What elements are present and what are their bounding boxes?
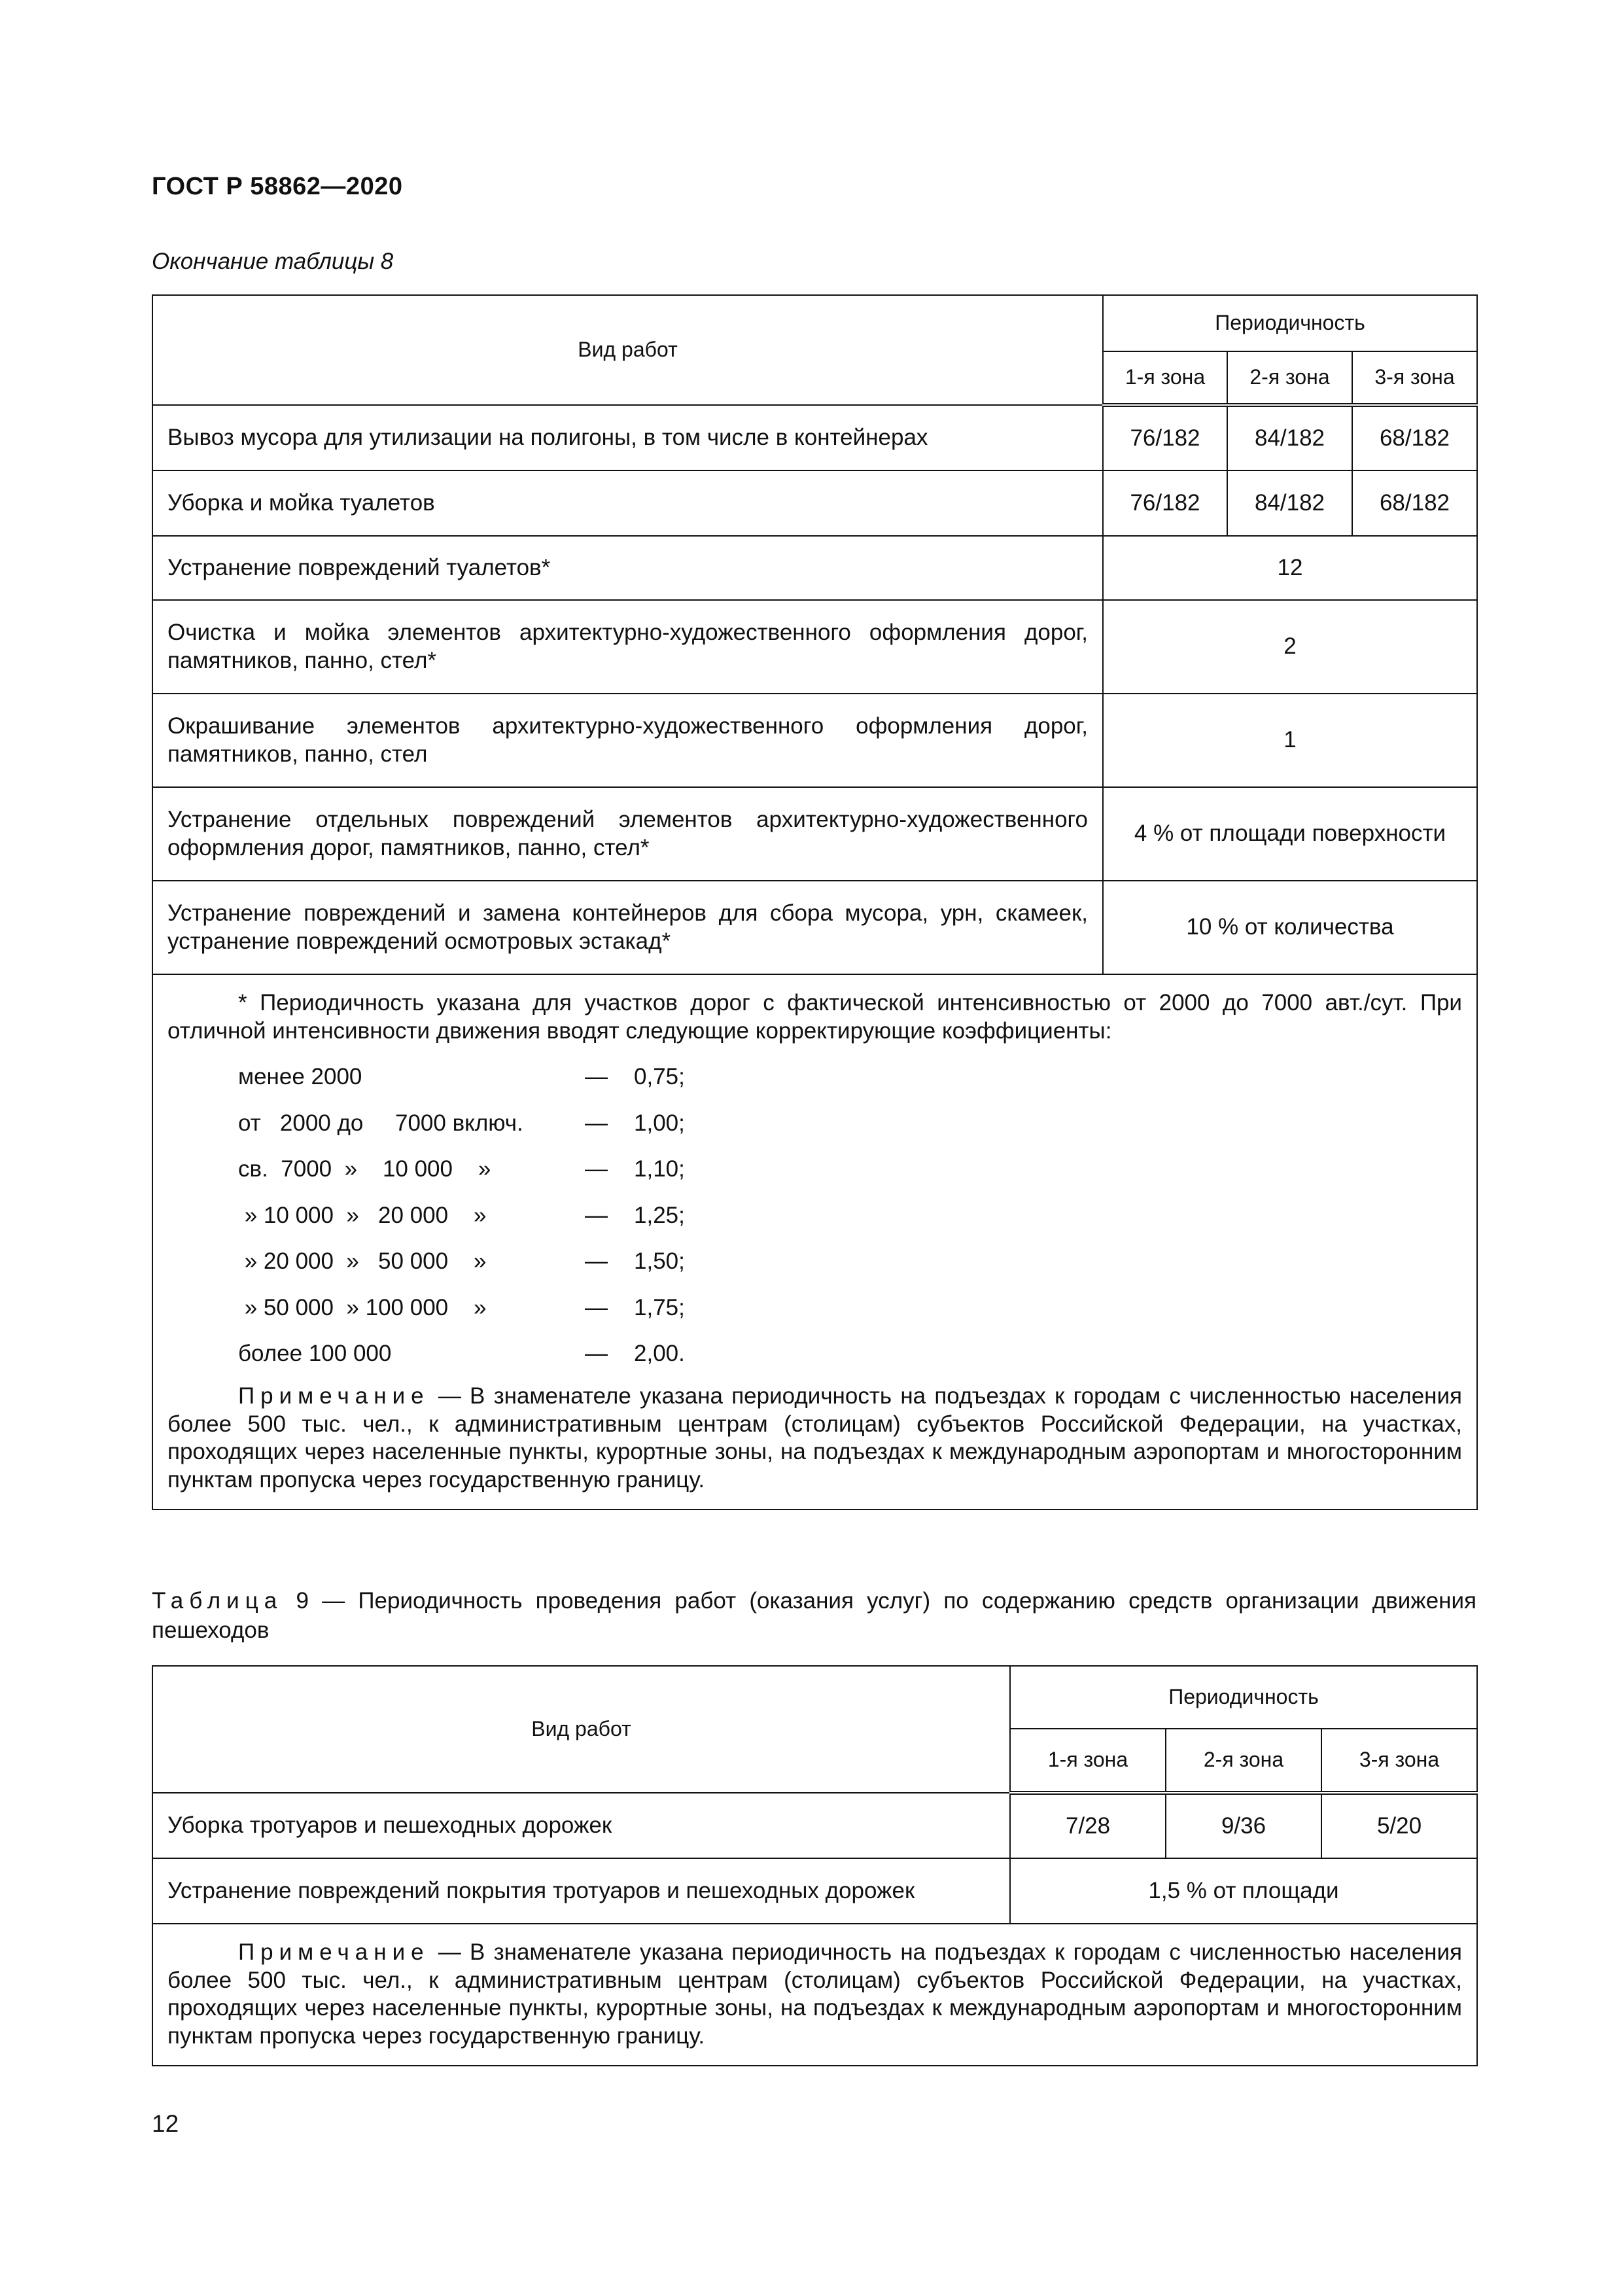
coefficient-value: 1,50; <box>634 1248 685 1275</box>
table9-note-cell <box>152 1924 1477 2066</box>
periodicity-cell: 2 <box>1103 600 1477 694</box>
periodicity-cell: 4 % от площади поверхности <box>1103 787 1477 881</box>
coefficient-row <box>167 1239 1462 1285</box>
periodicity-cell: 10 % от количества <box>1103 881 1477 974</box>
work-cell: Устранение повреждений и замена контейнеров для сбора мусора, урн, скамеек, устранение повреждений осмотровых эстакад* <box>152 881 1103 974</box>
table9-title: 9 — Периодичность проведения работ (оказания услуг) по содержанию средств организации движения пешеходов <box>152 1588 1476 1643</box>
coefficient-dash: — <box>585 1110 608 1136</box>
zone1-cell: 76/182 <box>1103 405 1227 470</box>
coefficient-row <box>167 1101 1462 1147</box>
table8-header-periodicity: Периодичность <box>1103 295 1477 351</box>
work-cell: Устранение повреждений покрытия тротуаров и пешеходных дорожек <box>152 1858 1010 1924</box>
coefficient-row <box>167 1193 1462 1239</box>
coefficient-value: 2,00. <box>634 1341 685 1367</box>
table9-header-zone1: 1-я зона <box>1010 1729 1166 1793</box>
coefficient-dash: — <box>585 1202 608 1228</box>
page-number: 12 <box>152 2110 179 2137</box>
table9-header-zone2: 2-я зона <box>1166 1729 1321 1793</box>
note-label: Примечание <box>238 1383 430 1409</box>
table-row <box>152 694 1477 787</box>
table9-header-work: Вид работ <box>152 1666 1010 1793</box>
coefficient-dash: — <box>585 1248 608 1275</box>
table8-footnote-cell <box>152 974 1477 1510</box>
table-8 <box>152 294 1478 1510</box>
zone2-cell: 84/182 <box>1227 405 1352 470</box>
coefficient-value: 1,10; <box>634 1156 685 1182</box>
periodicity-cell: 1 <box>1103 694 1477 787</box>
coefficient-value: 0,75; <box>634 1064 685 1090</box>
document-header: ГОСТ Р 58862—2020 <box>152 173 403 200</box>
table-row <box>152 536 1477 600</box>
coefficient-range: более 100 000 <box>238 1341 392 1367</box>
work-cell: Устранение отдельных повреждений элементов архитектурно-художественного оформления дорог, памятников, панно, стел* <box>152 787 1103 881</box>
coefficient-value: 1,75; <box>634 1294 685 1320</box>
coefficient-dash: — <box>585 1156 608 1182</box>
note-text: — В знаменателе указана периодичность на подъездах к городам с численностью населения более 500 тыс. чел., к административным центрам (столицам) субъектов Российской Федерации, на участках, проходящих через населенные пункты, курортные зоны, на подъездах к международным аэропортам и многосторонним пунктам пропуска через государственную границу. <box>167 1383 1462 1492</box>
coefficient-dash: — <box>585 1064 608 1090</box>
zone2-cell: 9/36 <box>1166 1793 1321 1858</box>
zone2-cell: 84/182 <box>1227 470 1352 536</box>
table-row <box>152 470 1477 536</box>
table-9 <box>152 1665 1478 2066</box>
coefficient-row <box>167 1331 1462 1377</box>
table-footnote-row <box>152 974 1477 1510</box>
work-cell: Устранение повреждений туалетов* <box>152 536 1103 600</box>
table-row <box>152 405 1477 470</box>
table9-header-periodicity: Периодичность <box>1010 1666 1477 1729</box>
table-row <box>152 881 1477 974</box>
zone1-cell: 7/28 <box>1010 1793 1166 1858</box>
coefficient-dash: — <box>585 1294 608 1320</box>
coefficient-range: » 20 000 » 50 000 » <box>238 1248 487 1275</box>
work-cell: Уборка и мойка туалетов <box>152 470 1103 536</box>
coefficient-row <box>167 1285 1462 1332</box>
coefficient-value: 1,00; <box>634 1110 685 1136</box>
table8-header-zone1: 1-я зона <box>1103 351 1227 405</box>
table8-header-zone2: 2-я зона <box>1227 351 1352 405</box>
periodicity-cell: 12 <box>1103 536 1477 600</box>
note-text: — В знаменателе указана периодичность на подъездах к городам с численностью населения более 500 тыс. чел., к административным центрам (столицам) субъектов Российской Федерации, на участках, проходящих через населенные пункты, курортные зоны, на подъездах к международным аэропортам и многосторонним пунктам пропуска через государственную границу. <box>167 1939 1462 2049</box>
coefficient-range: менее 2000 <box>238 1064 362 1090</box>
table8-note <box>167 1383 1462 1494</box>
table8-header-work: Вид работ <box>152 295 1103 405</box>
zone3-cell: 5/20 <box>1321 1793 1477 1858</box>
table9-header-zone3: 3-я зона <box>1321 1729 1477 1793</box>
table8-header-zone3: 3-я зона <box>1352 351 1477 405</box>
coefficient-dash: — <box>585 1341 608 1367</box>
periodicity-cell: 1,5 % от площади <box>1010 1858 1477 1924</box>
table-row <box>152 1858 1477 1924</box>
coefficient-value: 1,25; <box>634 1202 685 1228</box>
table8-continuation-caption: Окончание таблицы 8 <box>152 249 394 274</box>
table-row <box>152 787 1477 881</box>
work-cell: Окрашивание элементов архитектурно-художественного оформления дорог, памятников, панно, стел <box>152 694 1103 787</box>
coefficient-list <box>167 1054 1462 1377</box>
table9-label: Таблица <box>152 1588 283 1614</box>
work-cell: Очистка и мойка элементов архитектурно-художественного оформления дорог, памятников, панно, стел* <box>152 600 1103 694</box>
table-row <box>152 600 1477 694</box>
work-cell: Вывоз мусора для утилизации на полигоны, в том числе в контейнерах <box>152 405 1103 470</box>
table-row <box>152 1793 1477 1858</box>
table9-caption <box>152 1587 1476 1646</box>
zone1-cell: 76/182 <box>1103 470 1227 536</box>
table9-note <box>167 1939 1462 2051</box>
zone3-cell: 68/182 <box>1352 470 1477 536</box>
note-label: Примечание <box>238 1939 430 1965</box>
coefficient-row <box>167 1054 1462 1101</box>
coefficient-range: » 10 000 » 20 000 » <box>238 1202 487 1228</box>
coefficient-range: св. 7000 » 10 000 » <box>238 1156 491 1182</box>
coefficient-range: от 2000 до 7000 включ. <box>238 1110 523 1136</box>
work-cell: Уборка тротуаров и пешеходных дорожек <box>152 1793 1010 1858</box>
footnote-text: * Периодичность указана для участков дорог с фактической интенсивностью от 2000 до 7000 авт./сут. При отличной интенсивности движения вводят следующие корректирующие коэффициенты: <box>167 990 1462 1044</box>
coefficient-row <box>167 1146 1462 1193</box>
zone3-cell: 68/182 <box>1352 405 1477 470</box>
coefficient-range: » 50 000 » 100 000 » <box>238 1294 487 1320</box>
table-footnote-row <box>152 1924 1477 2066</box>
